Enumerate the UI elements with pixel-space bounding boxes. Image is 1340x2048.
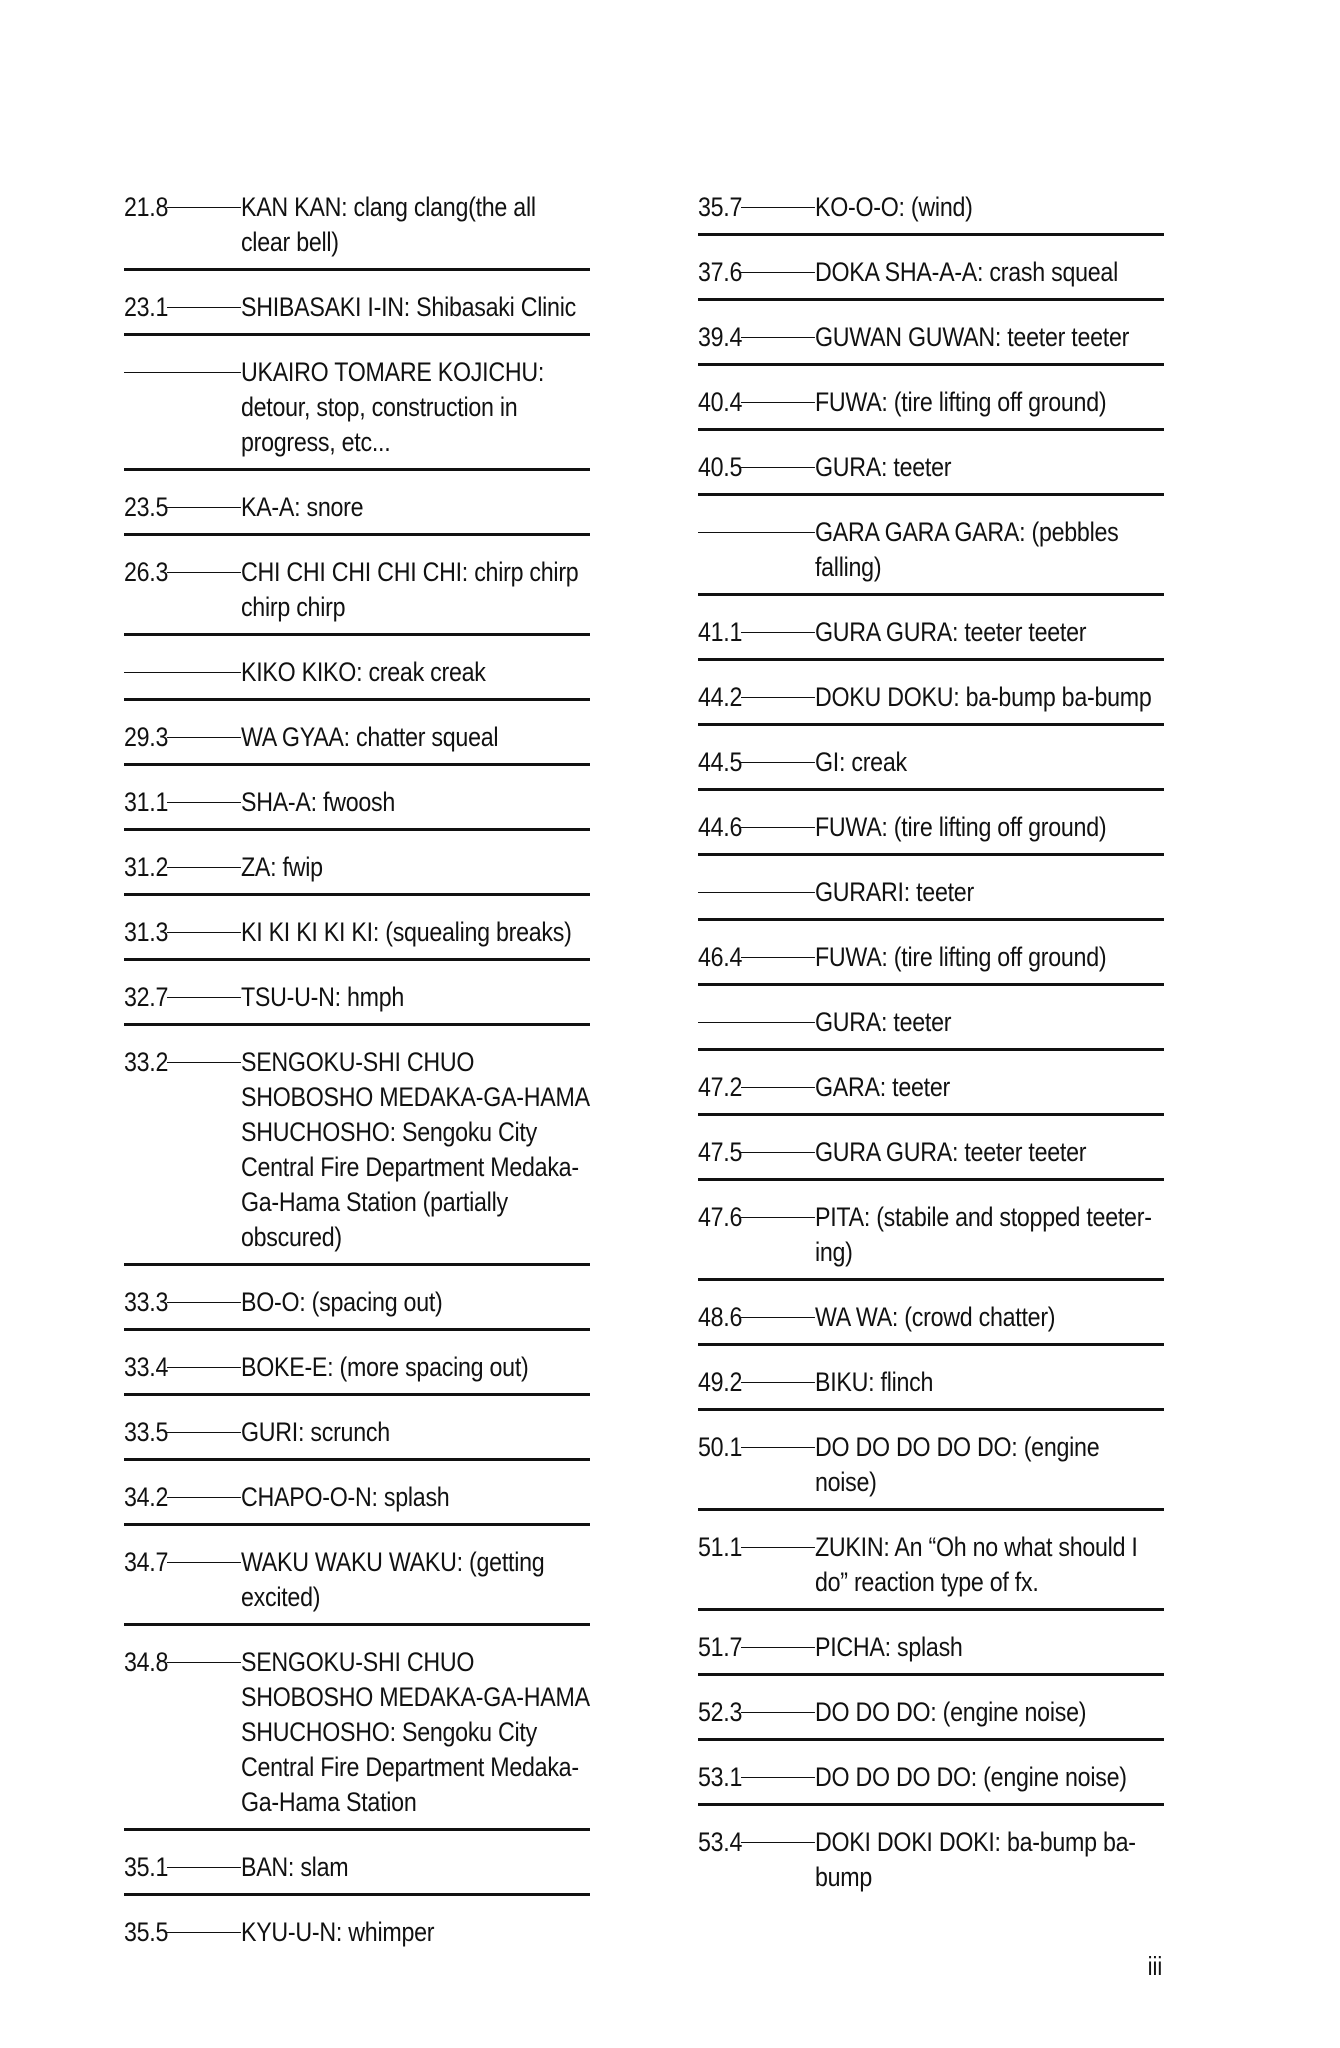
entry-divider [698, 1278, 1164, 1281]
glossary-entry [698, 1630, 1164, 1665]
entry-divider [698, 1343, 1164, 1346]
sound-effect-translation: WA WA: (crowd chatter) [814, 1302, 1056, 1332]
glossary-entry [698, 1005, 1164, 1040]
leader-line [741, 467, 815, 468]
glossary-entry [698, 1200, 1164, 1270]
entry-divider [698, 983, 1164, 986]
glossary-entry [698, 1825, 1164, 1895]
entry-divider [124, 1263, 590, 1266]
leader-line [741, 1317, 815, 1318]
sound-effect-translation: PICHA: splash [814, 1632, 963, 1662]
entry-divider [124, 1623, 590, 1626]
page-panel-number: 33.3 [124, 1287, 169, 1317]
page-panel-number: 33.2 [124, 1047, 169, 1077]
glossary-entry [124, 1415, 590, 1450]
sound-effect-translation: BAN: slam [240, 1852, 349, 1882]
glossary-entry [124, 190, 590, 260]
entry-divider [124, 633, 590, 636]
leader-line [741, 402, 815, 403]
sound-effect-translation: WA GYAA: chatter squeal [240, 722, 499, 752]
page-panel-number: 34.7 [124, 1547, 169, 1577]
leader-line [167, 997, 241, 998]
leader-line [167, 1367, 241, 1368]
leader-line [741, 272, 815, 273]
sound-effect-translation: SHIBASAKI I-IN: Shibasaki Clinic [240, 292, 576, 322]
sound-effect-translation: GURA GURA: teeter teeter [814, 617, 1087, 647]
page-panel-number: 37.6 [698, 257, 743, 287]
leader-line [741, 1647, 815, 1648]
page-panel-number: 48.6 [698, 1302, 743, 1332]
entry-divider [124, 1023, 590, 1026]
leader-line [167, 307, 241, 308]
glossary-entry [698, 680, 1164, 715]
leader-line [167, 207, 241, 208]
page-panel-number: 47.6 [698, 1202, 743, 1232]
sound-effect-translation: KA-A: snore [240, 492, 364, 522]
entry-divider [698, 918, 1164, 921]
leader-line [167, 802, 241, 803]
sound-effect-translation: KIKO KIKO: creak creak [240, 657, 486, 687]
page-panel-number: 49.2 [698, 1367, 743, 1397]
leader-line [741, 1547, 815, 1548]
page-panel-number: 35.7 [698, 192, 743, 222]
sound-effect-translation: ZUKIN: An “Oh no what should I do” reaction type of fx. [814, 1532, 1138, 1597]
entry-divider [124, 1328, 590, 1331]
entry-divider [698, 593, 1164, 596]
leader-line [167, 1302, 241, 1303]
leader-line [741, 1382, 815, 1383]
leader-line [741, 337, 815, 338]
leader-line [167, 867, 241, 868]
sound-effect-translation: KYU-U-N: whimper [240, 1917, 435, 1947]
page-panel-number: 26.3 [124, 557, 169, 587]
entry-divider [124, 1828, 590, 1831]
page-panel-number: 50.1 [698, 1432, 743, 1462]
page-panel-number: 46.4 [698, 942, 743, 972]
sound-effect-translation: UKAIRO TOMARE KOJICHU: detour, stop, construction in progress, etc... [240, 357, 545, 457]
left-column [124, 190, 590, 1950]
sound-effect-translation: FUWA: (tire lifting off ground) [814, 942, 1107, 972]
page-panel-number: 52.3 [698, 1697, 743, 1727]
page-panel-number: 40.5 [698, 452, 743, 482]
leader-line [167, 1867, 241, 1868]
sound-effect-translation: GURA: teeter [814, 452, 952, 482]
leader-line [741, 1447, 815, 1448]
sound-effect-translation: GARA GARA GARA: (pebbles falling) [814, 517, 1119, 582]
glossary-entry [698, 810, 1164, 845]
sound-effect-translation: ZA: fwip [240, 852, 323, 882]
entry-divider [124, 1893, 590, 1896]
page-panel-number: 31.3 [124, 917, 169, 947]
leader-line [741, 1842, 815, 1843]
page-panel-number: 40.4 [698, 387, 743, 417]
leader-line [741, 632, 815, 633]
leader-line [124, 372, 241, 373]
glossary-entry [698, 615, 1164, 650]
glossary-entry [698, 515, 1164, 585]
leader-line [167, 1062, 241, 1063]
leader-line [741, 1777, 815, 1778]
sound-effect-translation: DOKI DOKI DOKI: ba-bump ba-bump [814, 1827, 1136, 1892]
sound-effect-translation: GURA GURA: teeter teeter [814, 1137, 1087, 1167]
sound-effect-translation: DO DO DO: (engine noise) [814, 1697, 1087, 1727]
page-panel-number: 34.8 [124, 1647, 169, 1677]
entry-divider [124, 1393, 590, 1396]
leader-line [167, 1662, 241, 1663]
entry-divider [698, 1738, 1164, 1741]
page-panel-number: 23.5 [124, 492, 169, 522]
sound-effect-translation: SENGOKU-SHI CHUO SHOBOSHO MEDAKA-GA-HAMA SHUCHOSHO: Sengoku City Central Fire Department Medaka-Ga-Hama Station (partially obscured) [240, 1047, 589, 1252]
glossary-entry [698, 190, 1164, 225]
glossary-entry [124, 1285, 590, 1320]
sound-effect-translation: BOKE-E: (more spacing out) [240, 1352, 529, 1382]
entry-divider [124, 268, 590, 271]
entry-divider [698, 1113, 1164, 1116]
glossary-entry [124, 1545, 590, 1615]
glossary-entry [698, 875, 1164, 910]
page-panel-number: 47.2 [698, 1072, 743, 1102]
page-panel-number: 53.4 [698, 1827, 743, 1857]
sound-effect-translation: PITA: (stabile and stopped teeter-ing) [814, 1202, 1152, 1267]
sound-effect-translation: DO DO DO DO: (engine noise) [814, 1762, 1127, 1792]
glossary-entry [124, 720, 590, 755]
entry-divider [698, 853, 1164, 856]
leader-line [741, 762, 815, 763]
leader-line [698, 892, 815, 893]
sound-effect-translation: CHI CHI CHI CHI CHI: chirp chirp chirp chirp [240, 557, 579, 622]
page-panel-number: 34.2 [124, 1482, 169, 1512]
sound-effect-translation: SENGOKU-SHI CHUO SHOBOSHO MEDAKA-GA-HAMA SHUCHOSHO: Sengoku City Central Fire Department Medaka-Ga-Hama Station [240, 1647, 589, 1817]
sound-effect-translation: DO DO DO DO DO: (engine noise) [814, 1432, 1100, 1497]
sound-effect-translation: KO-O-O: (wind) [814, 192, 973, 222]
entry-divider [124, 333, 590, 336]
glossary-entry [698, 1530, 1164, 1600]
entry-divider [698, 788, 1164, 791]
glossary-entry [698, 1070, 1164, 1105]
page-panel-number: 44.6 [698, 812, 743, 842]
leader-line [167, 1932, 241, 1933]
page-panel-number: 31.1 [124, 787, 169, 817]
glossary-entry [124, 980, 590, 1015]
glossary-entry [124, 655, 590, 690]
sound-effect-translation: DOKU DOKU: ba-bump ba-bump [814, 682, 1152, 712]
entry-divider [698, 1178, 1164, 1181]
glossary-entry [698, 385, 1164, 420]
leader-line [741, 1087, 815, 1088]
glossary-entry [124, 555, 590, 625]
page-panel-number: 51.7 [698, 1632, 743, 1662]
page-panel-number: 29.3 [124, 722, 169, 752]
sound-effect-translation: GURA: teeter [814, 1007, 952, 1037]
page-panel-number: 44.5 [698, 747, 743, 777]
page-panel-number: 23.1 [124, 292, 169, 322]
page-panel-number: 39.4 [698, 322, 743, 352]
leader-line [741, 207, 815, 208]
entry-divider [698, 1508, 1164, 1511]
leader-line [741, 697, 815, 698]
entry-divider [124, 533, 590, 536]
entry-divider [698, 233, 1164, 236]
glossary-entry [124, 1850, 590, 1885]
entry-divider [124, 893, 590, 896]
leader-line [741, 1152, 815, 1153]
sound-effect-translation: DOKA SHA-A-A: crash squeal [814, 257, 1118, 287]
entry-divider [698, 723, 1164, 726]
sound-effect-translation: FUWA: (tire lifting off ground) [814, 387, 1107, 417]
sound-effect-translation: KAN KAN: clang clang(the all clear bell) [240, 192, 536, 257]
glossary-entry [698, 320, 1164, 355]
entry-divider [124, 828, 590, 831]
glossary-entry [124, 850, 590, 885]
leader-line [698, 532, 815, 533]
sound-effect-translation: BO-O: (spacing out) [240, 1287, 443, 1317]
sound-effect-translation: SHA-A: fwoosh [240, 787, 396, 817]
sound-effect-translation: GUWAN GUWAN: teeter teeter [814, 322, 1130, 352]
glossary-entry [124, 1480, 590, 1515]
glossary-entry [124, 355, 590, 460]
entry-divider [124, 763, 590, 766]
entry-divider [698, 1408, 1164, 1411]
sound-effect-translation: WAKU WAKU WAKU: (getting excited) [240, 1547, 545, 1612]
entry-divider [698, 1673, 1164, 1676]
leader-line [741, 827, 815, 828]
leader-line [167, 1497, 241, 1498]
page-panel-number: 33.5 [124, 1417, 169, 1447]
page-panel-number: 21.8 [124, 192, 169, 222]
entry-divider [698, 363, 1164, 366]
leader-line [741, 1217, 815, 1218]
leader-line [167, 737, 241, 738]
page-panel-number: 32.7 [124, 982, 169, 1012]
glossary-entry [124, 915, 590, 950]
page-panel-number: 35.1 [124, 1852, 169, 1882]
entry-divider [698, 428, 1164, 431]
leader-line [741, 1712, 815, 1713]
page-panel-number: 41.1 [698, 617, 743, 647]
entry-divider [698, 1803, 1164, 1806]
leader-line [741, 957, 815, 958]
glossary-entry [698, 450, 1164, 485]
sound-effect-translation: GARA: teeter [814, 1072, 950, 1102]
page-panel-number: 51.1 [698, 1532, 743, 1562]
entry-divider [124, 1523, 590, 1526]
sound-effect-translation: BIKU: flinch [814, 1367, 934, 1397]
page-panel-number: 44.2 [698, 682, 743, 712]
entry-divider [698, 1608, 1164, 1611]
sound-effect-translation: TSU-U-N: hmph [240, 982, 405, 1012]
sound-effect-translation: CHAPO-O-N: splash [240, 1482, 450, 1512]
leader-line [698, 1022, 815, 1023]
entry-divider [124, 468, 590, 471]
glossary-entry [124, 1645, 590, 1820]
leader-line [167, 1432, 241, 1433]
leader-line [124, 672, 241, 673]
glossary-entry [698, 255, 1164, 290]
page-panel-number: 53.1 [698, 1762, 743, 1792]
right-column [698, 190, 1164, 1895]
leader-line [167, 572, 241, 573]
page-panel-number: 35.5 [124, 1917, 169, 1947]
entry-divider [124, 698, 590, 701]
glossary-entry [698, 1365, 1164, 1400]
glossary-entry [698, 1430, 1164, 1500]
glossary-entry [124, 1915, 590, 1950]
leader-line [167, 1562, 241, 1563]
page-panel-number: 47.5 [698, 1137, 743, 1167]
entry-divider [698, 658, 1164, 661]
glossary-entry [698, 1135, 1164, 1170]
entry-divider [124, 1458, 590, 1461]
page-panel-number: 31.2 [124, 852, 169, 882]
glossary-entry [124, 1350, 590, 1385]
glossary-entry [698, 745, 1164, 780]
glossary-entry [124, 1045, 590, 1255]
glossary-entry [698, 1695, 1164, 1730]
sound-effect-translation: GURI: scrunch [240, 1417, 390, 1447]
glossary-entry [124, 785, 590, 820]
sound-effect-translation: KI KI KI KI KI: (squealing breaks) [240, 917, 572, 947]
entry-divider [698, 298, 1164, 301]
leader-line [167, 932, 241, 933]
glossary-entry [698, 940, 1164, 975]
entry-divider [124, 958, 590, 961]
page-panel-number: 33.4 [124, 1352, 169, 1382]
sound-effect-translation: FUWA: (tire lifting off ground) [814, 812, 1107, 842]
glossary-entry [698, 1300, 1164, 1335]
leader-line [167, 507, 241, 508]
entry-divider [698, 1048, 1164, 1051]
sound-effect-translation: GI: creak [814, 747, 907, 777]
page-number: iii [1147, 1951, 1162, 1981]
entry-divider [698, 493, 1164, 496]
glossary-entry [124, 490, 590, 525]
glossary-entry [698, 1760, 1164, 1795]
sound-effect-translation: GURARI: teeter [814, 877, 974, 907]
glossary-entry [124, 290, 590, 325]
